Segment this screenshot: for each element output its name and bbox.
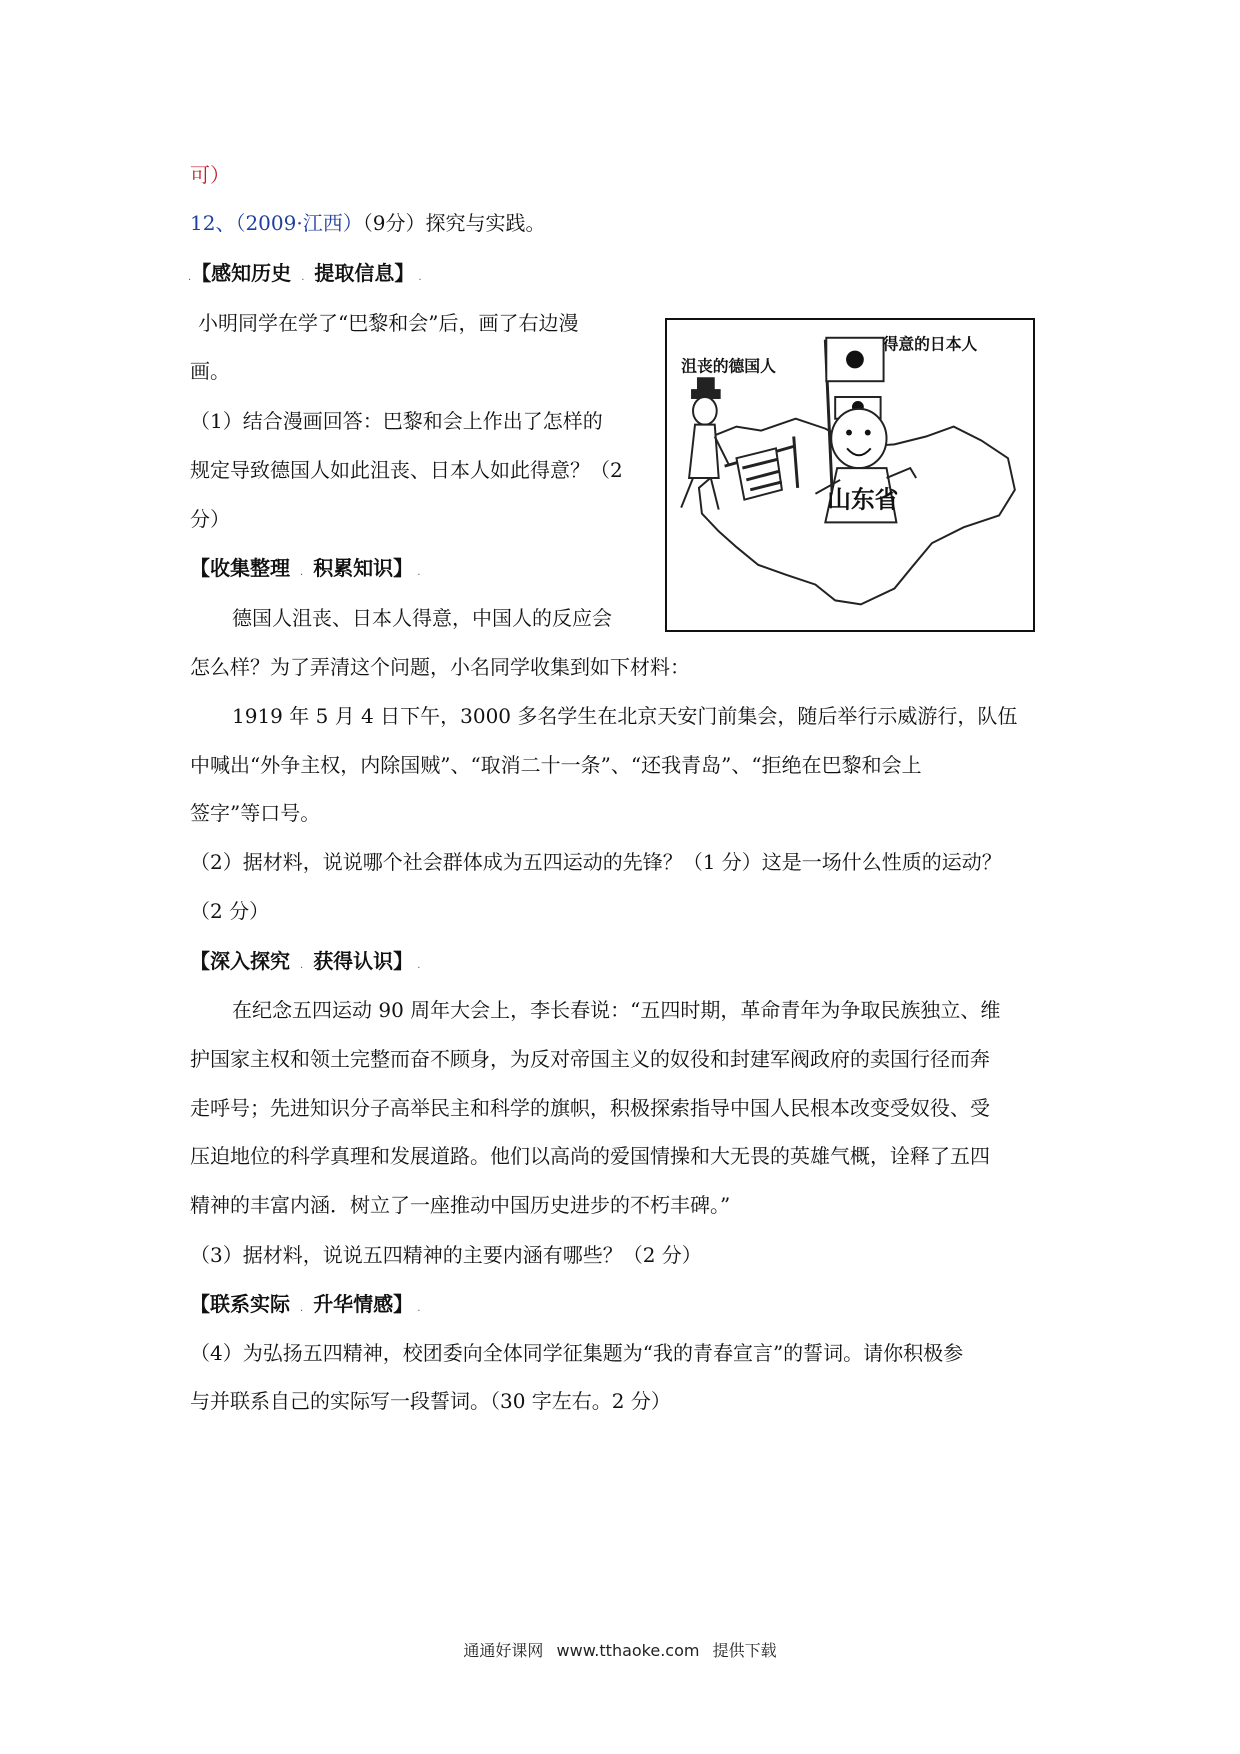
- section-heading-right: 获得认识】: [313, 949, 414, 973]
- question-3: （3）据材料，说说五四精神的主要内涵有哪些？（2 分）: [190, 1243, 702, 1267]
- question-1-line-1: （1）结合漫画回答：巴黎和会上作出了怎样的: [190, 409, 603, 433]
- material-1-line-2: 中喊出“外争主权，内除国贼”、“取消二十一条”、“还我青岛”、“拒绝在巴黎和会上: [190, 753, 922, 777]
- footer-download-text: 提供下载: [712, 1641, 777, 1660]
- question-title: 探究与实践。: [425, 211, 546, 235]
- german-figure: [681, 377, 728, 509]
- material-1-line-3: 签字”等口号。: [190, 801, 321, 825]
- footer-site-name: 通通好课网: [463, 1641, 544, 1660]
- label-proud-japanese: 得意的日本人: [882, 334, 978, 354]
- material-2-line-5: 精神的丰富内涵．树立了一座推动中国历史进步的不朽丰碑。”: [190, 1193, 731, 1217]
- footer-url: www.tthaoke.com: [556, 1641, 700, 1660]
- material-1-line-1: 1919 年 5 月 4 日下午，3000 多名学生在北京天安门前集会，随后举行示威游行，队伍: [232, 704, 1018, 728]
- label-shandong: 山东省: [827, 485, 899, 514]
- german-flag-fallen: [725, 436, 798, 499]
- previous-answer-tail: 可）: [190, 163, 230, 187]
- question-2-line-1: （2）据材料，说说哪个社会群体成为五四运动的先锋？（1 分）这是一场什么性质的运动？: [190, 850, 1002, 874]
- section-heading-perceive: .【感知历史 . 提取信息】 .: [188, 261, 422, 285]
- section-heading-right: 积累知识】: [313, 556, 414, 580]
- section-heading-left: 【收集整理: [190, 556, 290, 580]
- section-heading-collect: 【收集整理 . 积累知识】 .: [190, 556, 421, 580]
- material-2-line-1: 在纪念五四运动 90 周年大会上，李长春说：“五四时期，革命青年为争取民族独立、维: [232, 998, 1001, 1022]
- section-heading-left: 【联系实际: [190, 1292, 290, 1316]
- section-heading-right: 升华情感】: [313, 1292, 414, 1316]
- section-heading-explore: 【深入探究 . 获得认识】 .: [190, 949, 421, 973]
- paris-conference-cartoon: [665, 318, 1035, 632]
- section-heading-right: 提取信息】: [314, 261, 415, 285]
- question-1-line-3: 分）: [190, 507, 230, 531]
- material-2-line-4: 压迫地位的科学真理和发展道路。他们以高尚的爱国情操和大无畏的英雄气概，诠释了五四: [190, 1144, 990, 1168]
- question-4-line-2: 与并联系自己的实际写一段誓词。（30 字左右。2 分）: [190, 1389, 671, 1413]
- page-footer: [0, 1638, 1240, 1661]
- question-number: 12、: [190, 211, 236, 235]
- intro-line-1: 小明同学在学了“巴黎和会”后，画了右边漫: [198, 311, 579, 335]
- collect-line-2: 怎么样？为了弄清这个问题，小名同学收集到如下材料：: [190, 655, 690, 679]
- question-1-line-2: 规定导致德国人如此沮丧、日本人如此得意？（2: [190, 458, 623, 482]
- question-2-line-2: （2 分）: [190, 899, 270, 923]
- cartoon-drawing: [667, 320, 1033, 630]
- material-2-line-2: 护国家主权和领土完整而奋不顾身，为反对帝国主义的奴役和封建军阀政府的卖国行径而奔: [190, 1047, 990, 1071]
- material-2-line-3: 走呼号；先进知识分子高举民主和科学的旗帜，积极探索指导中国人民根本改变受奴役、受: [190, 1096, 990, 1120]
- question-4-line-1: （4）为弘扬五四精神，校团委向全体同学征集题为“我的青春宣言”的誓词。请你积极参: [190, 1341, 964, 1365]
- intro-line-2: 画。: [190, 359, 230, 383]
- collect-line-1: 德国人沮丧、日本人得意，中国人的反应会: [232, 606, 612, 630]
- question-source: （2009·江西）: [235, 211, 363, 235]
- label-dejected-germans: 沮丧的德国人: [681, 356, 776, 376]
- japan-flag-sun: [846, 351, 864, 369]
- section-heading-left: 【感知历史: [191, 261, 292, 285]
- section-heading-left: 【深入探究: [190, 949, 290, 973]
- question-points: （9分）: [362, 211, 426, 235]
- section-heading-connect: 【联系实际 . 升华情感】 .: [190, 1292, 421, 1316]
- question-header: [190, 208, 545, 238]
